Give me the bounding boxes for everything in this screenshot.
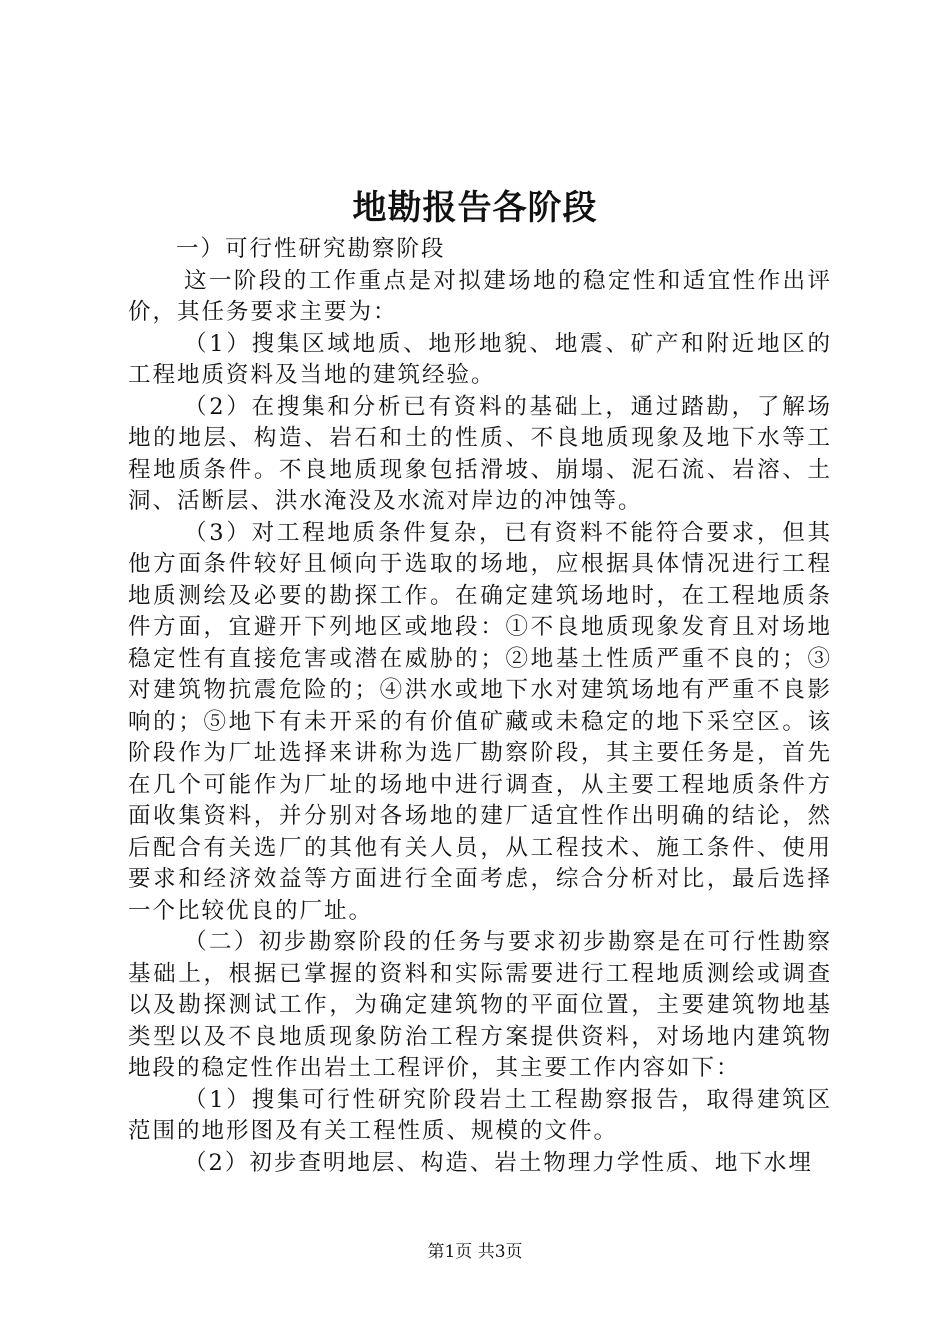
- section-heading-feasibility: 一）可行性研究勘察阶段: [176, 236, 446, 262]
- page-number-footer: 第1页 共3页: [427, 1242, 523, 1262]
- paragraph-item-1: （1）搜集区域地质、地形地貌、地震、矿产和附近地区的工程地质资料及当地的建筑经验。: [128, 330, 832, 388]
- paragraph-item-2: （2）在搜集和分析已有资料的基础上，通过踏勘，了解场地的地层、构造、岩石和土的性质、不良地质现象及地下水等工程地质条件。不良地质现象包括滑坡、崩塌、泥石流、岩溶、土洞、活断层、洪水淹没及水流对岸边的冲蚀等。: [128, 393, 832, 514]
- paragraph-preliminary-item-1: （1）搜集可行性研究阶段岩土工程勘察报告，取得建筑区范围的地形图及有关工程性质、规模的文件。: [128, 1086, 832, 1144]
- document-title: 地勘报告各阶段: [352, 188, 598, 228]
- paragraph-preliminary-stage: （二）初步勘察阶段的任务与要求初步勘察是在可行性勘察基础上，根据已掌握的资料和实际需要进行工程地质测绘或调查以及勘探测试工作，为确定建筑物的平面位置，主要建筑物地基类型以及不良地质现象防治工程方案提供资料，对场地内建筑物地段的稳定性作出岩土工程评价，其主要工作内容如下：: [128, 929, 832, 1081]
- paragraph-stage-focus: 这一阶段的工作重点是对拟建场地的稳定性和适宜性作出评价，其任务要求主要为：: [128, 267, 832, 325]
- document-body: [128, 234, 832, 1179]
- paragraph-preliminary-item-2: （2）初步查明地层、构造、岩土物理力学性质、地下水埋: [184, 1149, 813, 1176]
- paragraph-item-3: （3）对工程地质条件复杂，已有资料不能符合要求，但其他方面条件较好且倾向于选取的场地，应根据具体情况进行工程地质测绘及必要的勘探工作。在确定建筑场地时，在工程地质条件方面，宜避开下列地区或地段：①不良地质现象发育且对场地稳定性有直接危害或潜在威胁的；②地基土性质严重不良的；③对建筑物抗震危险的；④洪水或地下水对建筑场地有严重不良影响的；⑤地下有未开采的有价值矿藏或未稳定的地下采空区。该阶段作为厂址选择来讲称为选厂勘察阶段，其主要任务是，首先在几个可能作为厂址的场地中进行调查，从主要工程地质条件方面收集资料，并分别对各场地的建厂适宜性作出明确的结论，然后配合有关选厂的其他有关人员，从工程技术、施工条件、使用要求和经济效益等方面进行全面考虑，综合分析对比，最后选择一个比较优良的厂址。: [128, 519, 832, 924]
